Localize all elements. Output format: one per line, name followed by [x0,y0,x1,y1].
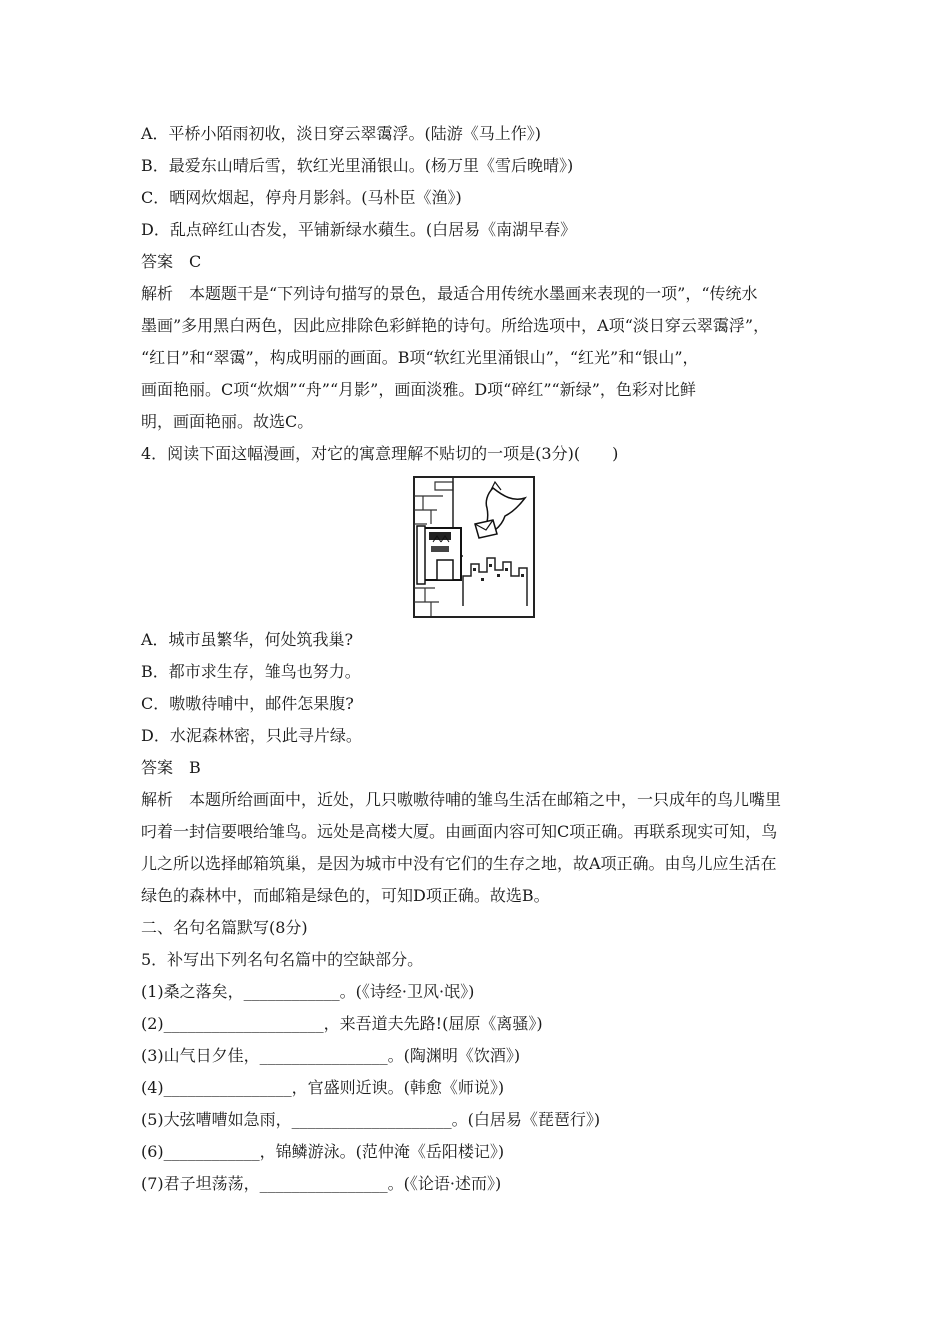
q3-analysis-line: 明，画面艳丽。故选C。 [141,412,314,431]
q4-option-a: A．城市虽繁华，何处筑我巢? [141,630,354,649]
q3-option-c: C．晒网炊烟起，停舟月影斜。(马朴臣《渔》) [141,188,462,207]
q4-analysis-line: 绿色的森林中，而邮箱是绿色的，可知D项正确。故选B。 [141,886,550,905]
q3-analysis-line: “红日”和“翠霭”，构成明丽的画面。B项“软红光里涌银山”，“红光”和“银山”， [141,348,699,367]
q5-item: (6)____________，锦鳞游泳。(范仲淹《岳阳楼记》) [141,1142,505,1161]
q4-analysis-line: 儿之所以选择邮箱筑巢，是因为城市中没有它们的生存之地，故A项正确。由鸟儿应生活在 [141,854,777,873]
q5-stem: 5．补写出下列名句名篇中的空缺部分。 [141,950,424,969]
section-title: 二、名句名篇默写(8分) [141,918,308,937]
q3-option-d: D．乱点碎红山杏发，平铺新绿水蘋生。(白居易《南湖早春》 [141,220,577,239]
q3-analysis-line: 解析 本题题干是“下列诗句描写的景色，最适合用传统水墨画来表现的一项”，“传统水 [141,284,758,303]
q4-answer: 答案 B [141,758,201,777]
q3-answer: 答案 C [141,252,202,271]
q5-item: (4)________________，官盛则近谀。(韩愈《师说》) [141,1078,505,1097]
q4-analysis-line: 叼着一封信要喂给雏鸟。远处是高楼大厦。由画面内容可知C项正确。再联系现实可知，鸟 [141,822,778,841]
q4-stem: 4．阅读下面这幅漫画，对它的寓意理解不贴切的一项是(3分)( ) [141,444,619,463]
q5-item: (2)____________________，来吾道夫先路!(屈原《离骚》) [141,1014,543,1033]
q5-item: (1)桑之落矣，____________。(《诗经·卫风·氓》) [141,982,475,1001]
q3-option-a: A．平桥小陌雨初收，淡日穿云翠霭浮。(陆游《马上作》) [141,124,542,143]
q3-analysis-line: 画面艳丽。C项“炊烟”“舟”“月影”，画面淡雅。D项“碎红”“新绿”，色彩对比鲜 [141,380,696,399]
q3-analysis-line: 墨画”多用黑白两色，因此应排除色彩鲜艳的诗句。所给选项中，A项“淡日穿云翠霭浮”， [141,316,770,335]
q4-analysis-line: 解析 本题所给画面中，近处，几只嗷嗷待哺的雏鸟生活在邮箱之中，一只成年的鸟儿嘴里 [141,790,782,809]
q5-item: (3)山气日夕佳，________________。(陶渊明《饮酒》) [141,1046,521,1065]
q3-option-b: B．最爱东山晴后雪，软红光里涌银山。(杨万里《雪后晚晴》) [141,156,574,175]
q4-option-c: C．嗷嗷待哺中，邮件怎果腹? [141,694,354,713]
q5-item: (5)大弦嘈嘈如急雨，____________________。(白居易《琵琶行》) [141,1110,601,1129]
q4-option-b: B．都市求生存，雏鸟也努力。 [141,662,361,681]
q4-option-d: D．水泥森林密，只此寻片绿。 [141,726,362,745]
mailbox-bird-cartoon [413,476,535,618]
q5-item: (7)君子坦荡荡，________________。(《论语·述而》) [141,1174,502,1193]
